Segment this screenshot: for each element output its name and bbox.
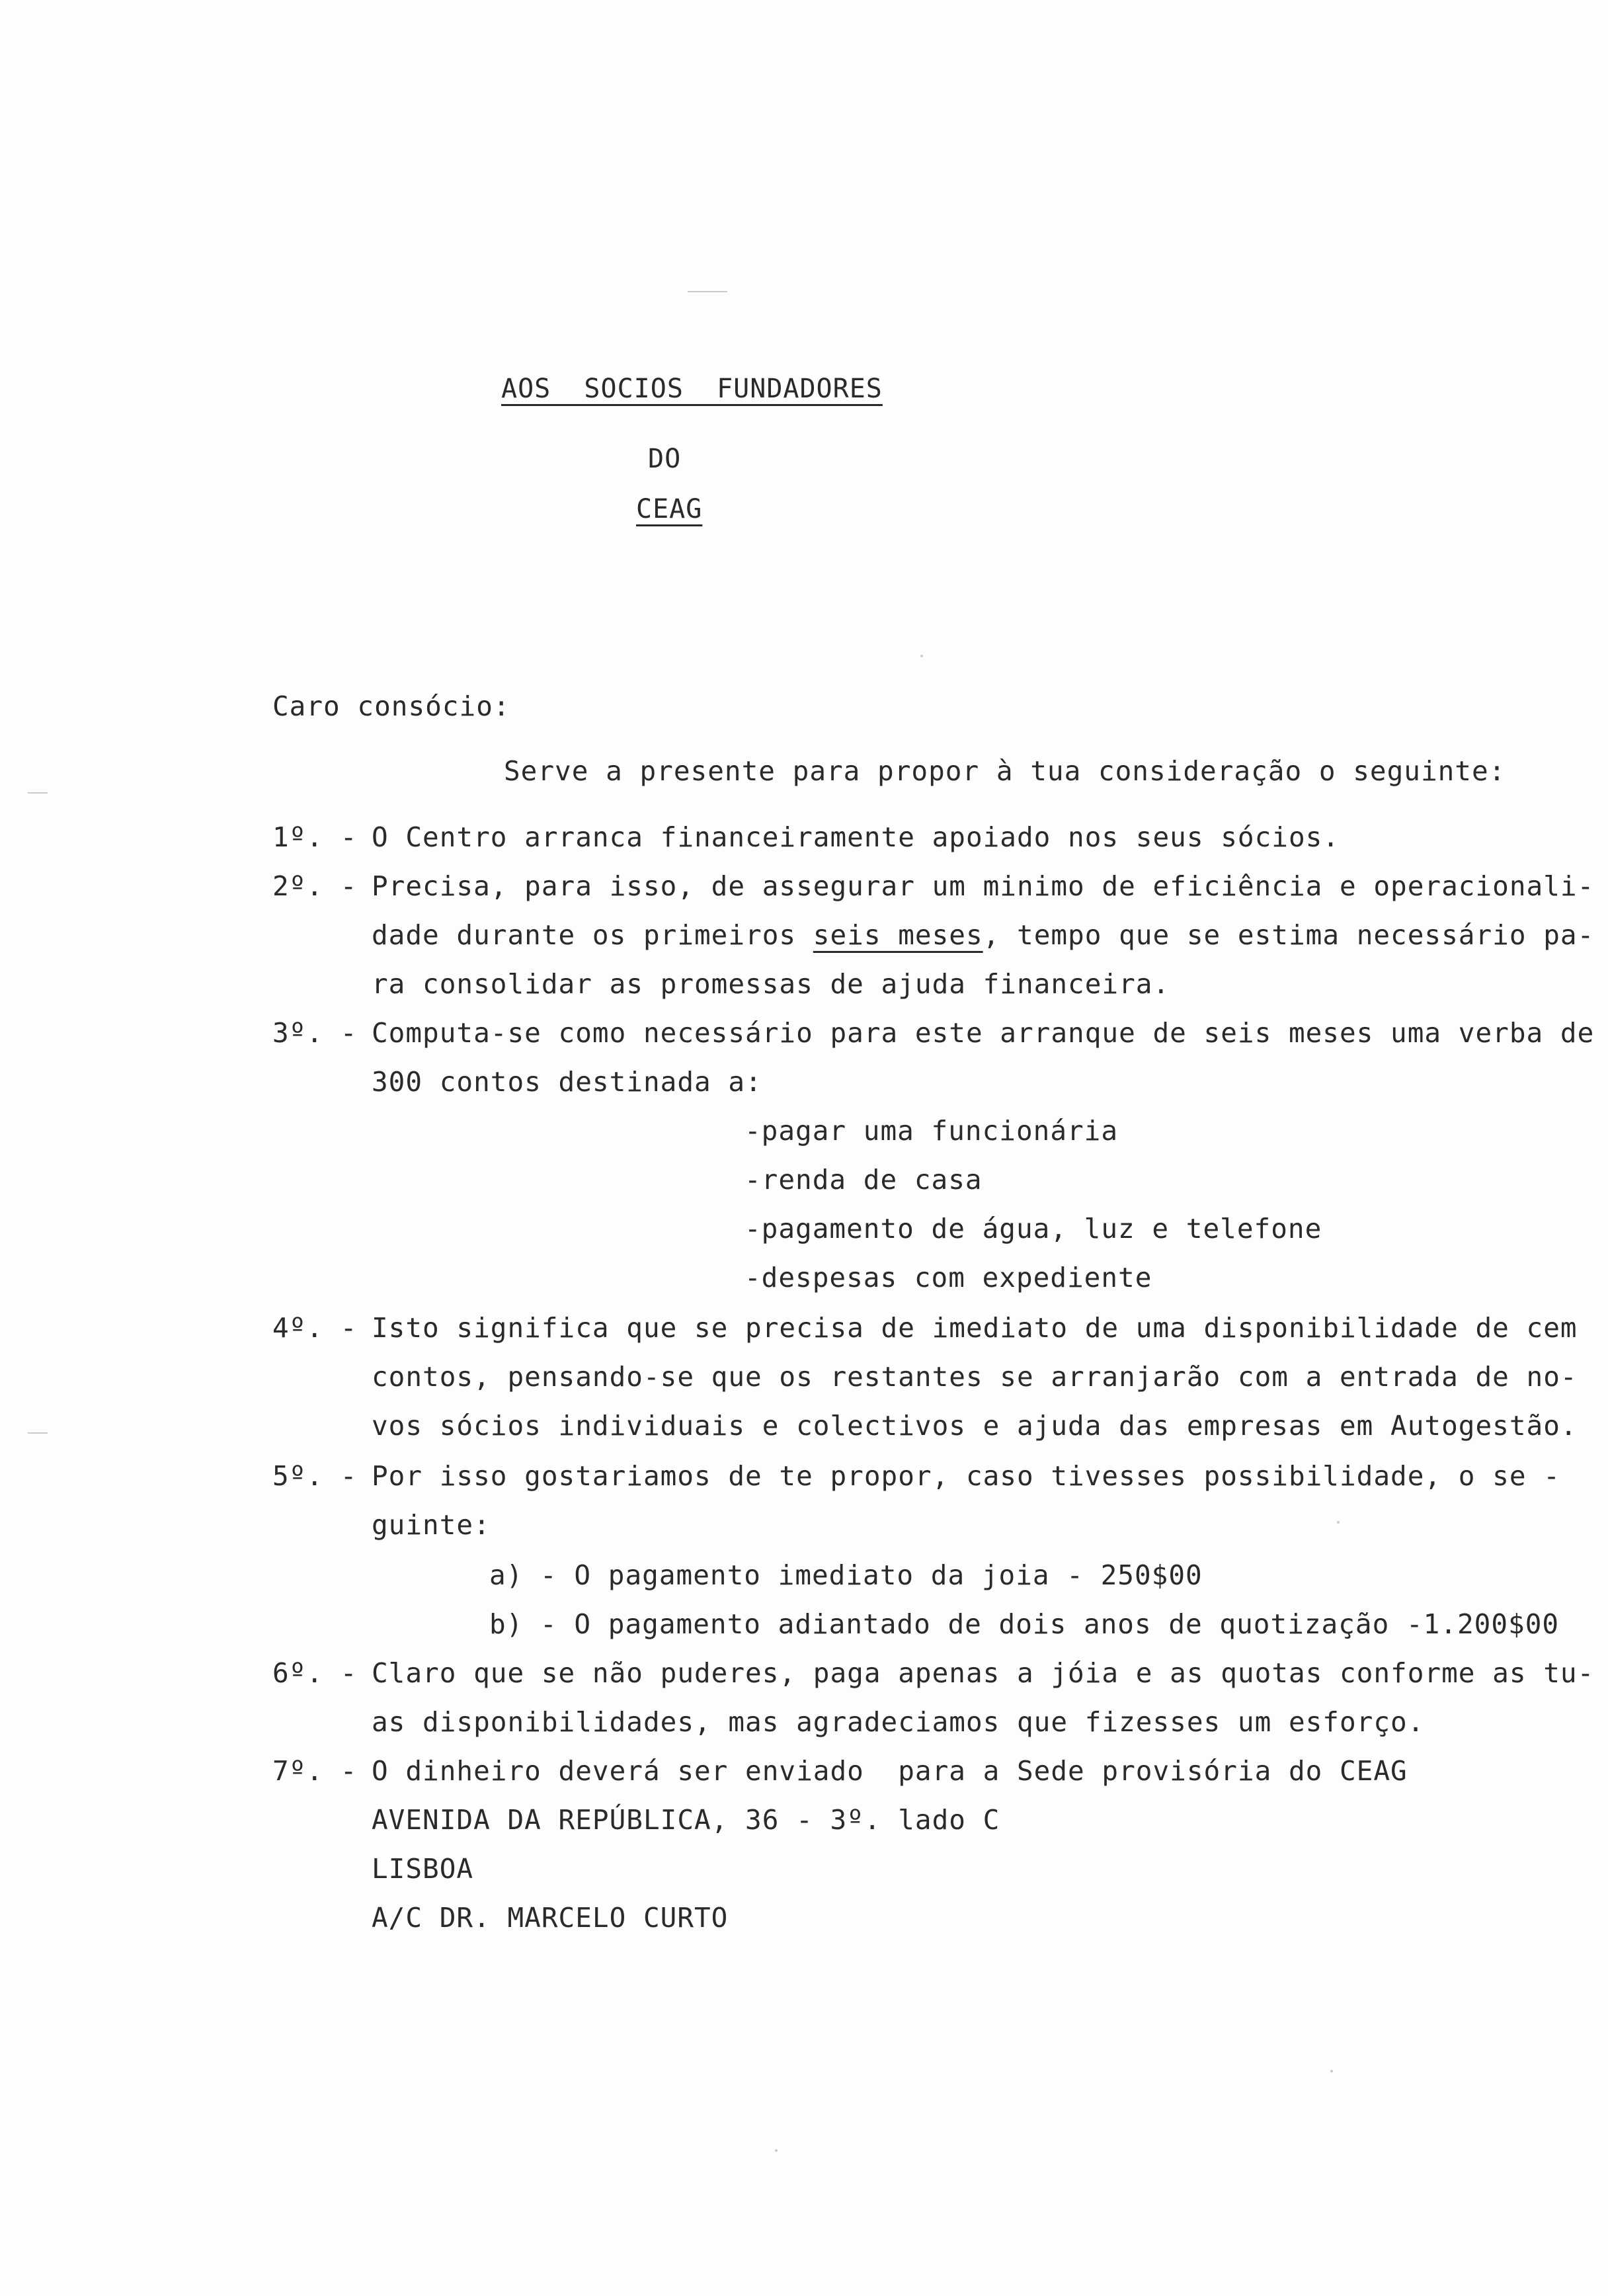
address-line-attention: A/C DR. MARCELO CURTO bbox=[372, 1902, 729, 1934]
item-3-subitem: -pagamento de água, luz e telefone bbox=[744, 1213, 1322, 1245]
item-3-line-2: 300 contos destinada a: bbox=[372, 1066, 762, 1098]
scan-edge-mark bbox=[688, 291, 727, 292]
item-5-option-b: b) - O pagamento adiantado de dois anos de quotização -1.200$00 bbox=[489, 1608, 1560, 1640]
item-1-text: O Centro arranca financeiramente apoiado nos seus sócios. bbox=[372, 821, 1340, 853]
item-3-number: 3º. - bbox=[272, 1017, 358, 1049]
item-4-line-3: vos sócios individuais e colectivos e ajuda das empresas em Autogestão. bbox=[372, 1410, 1578, 1442]
item-5-line-1: Por isso gostariamos de te propor, caso tivesses possibilidade, o se - bbox=[372, 1460, 1560, 1492]
scan-speck bbox=[1337, 1521, 1340, 1524]
item-1-number: 1º. - bbox=[272, 821, 358, 853]
item-2-line-1: Precisa, para isso, de assegurar um minimo de eficiência e operacionali- bbox=[372, 870, 1595, 902]
item-6-line-2: as disponibilidades, mas agradeciamos que fizesses um esforço. bbox=[372, 1706, 1425, 1738]
item-2-line-2-start: dade durante os primeiros bbox=[372, 919, 813, 951]
item-6-line-1: Claro que se não puderes, paga apenas a jóia e as quotas conforme as tu- bbox=[372, 1657, 1595, 1689]
item-5-option-a: a) - O pagamento imediato da joia - 250$00 bbox=[489, 1559, 1203, 1591]
scan-speck bbox=[1330, 2070, 1333, 2072]
item-4-line-1: Isto significa que se precisa de imediato de uma disponibilidade de cem bbox=[372, 1312, 1578, 1344]
item-3-line-1: Computa-se como necessário para este arranque de seis meses uma verba de bbox=[372, 1017, 1595, 1049]
heading-do: DO bbox=[648, 444, 682, 474]
item-2-line-3: ra consolidar as promessas de ajuda financeira. bbox=[372, 968, 1170, 1000]
item-2-emphasis: seis meses bbox=[813, 919, 983, 951]
item-4-number: 4º. - bbox=[272, 1312, 358, 1344]
scan-speck bbox=[775, 2149, 778, 2152]
address-line-street: AVENIDA DA REPÚBLICA, 36 - 3º. lado C bbox=[372, 1804, 1000, 1836]
item-3-subitem: -pagar uma funcionária bbox=[744, 1115, 1119, 1147]
item-2-line-2-end: , tempo que se estima necessário pa- bbox=[983, 919, 1595, 951]
item-7-number: 7º. - bbox=[272, 1755, 358, 1787]
item-3-subitem: -despesas com expediente bbox=[744, 1262, 1152, 1293]
item-7-line-1: O dinheiro deverá ser enviado para a Sede provisória do CEAG bbox=[372, 1755, 1408, 1787]
scan-speck bbox=[920, 655, 923, 657]
intro-line: Serve a presente para propor à tua consideração o seguinte: bbox=[504, 755, 1506, 787]
item-2-line-2 bbox=[372, 919, 1595, 951]
heading-recipients: AOS SOCIOS FUNDADORES bbox=[501, 374, 883, 404]
heading-ceag: CEAG bbox=[636, 494, 703, 524]
item-3-subitem: -renda de casa bbox=[744, 1164, 983, 1196]
scan-edge-mark bbox=[28, 1432, 48, 1434]
item-5-line-2: guinte: bbox=[372, 1509, 491, 1541]
item-5-number: 5º. - bbox=[272, 1460, 358, 1492]
scan-edge-mark bbox=[28, 792, 48, 794]
address-line-city: LISBOA bbox=[372, 1853, 474, 1885]
item-4-line-2: contos, pensando-se que os restantes se arranjarão com a entrada de no- bbox=[372, 1361, 1578, 1393]
salutation: Caro consócio: bbox=[272, 690, 510, 722]
item-6-number: 6º. - bbox=[272, 1657, 358, 1689]
item-2-number: 2º. - bbox=[272, 870, 358, 902]
